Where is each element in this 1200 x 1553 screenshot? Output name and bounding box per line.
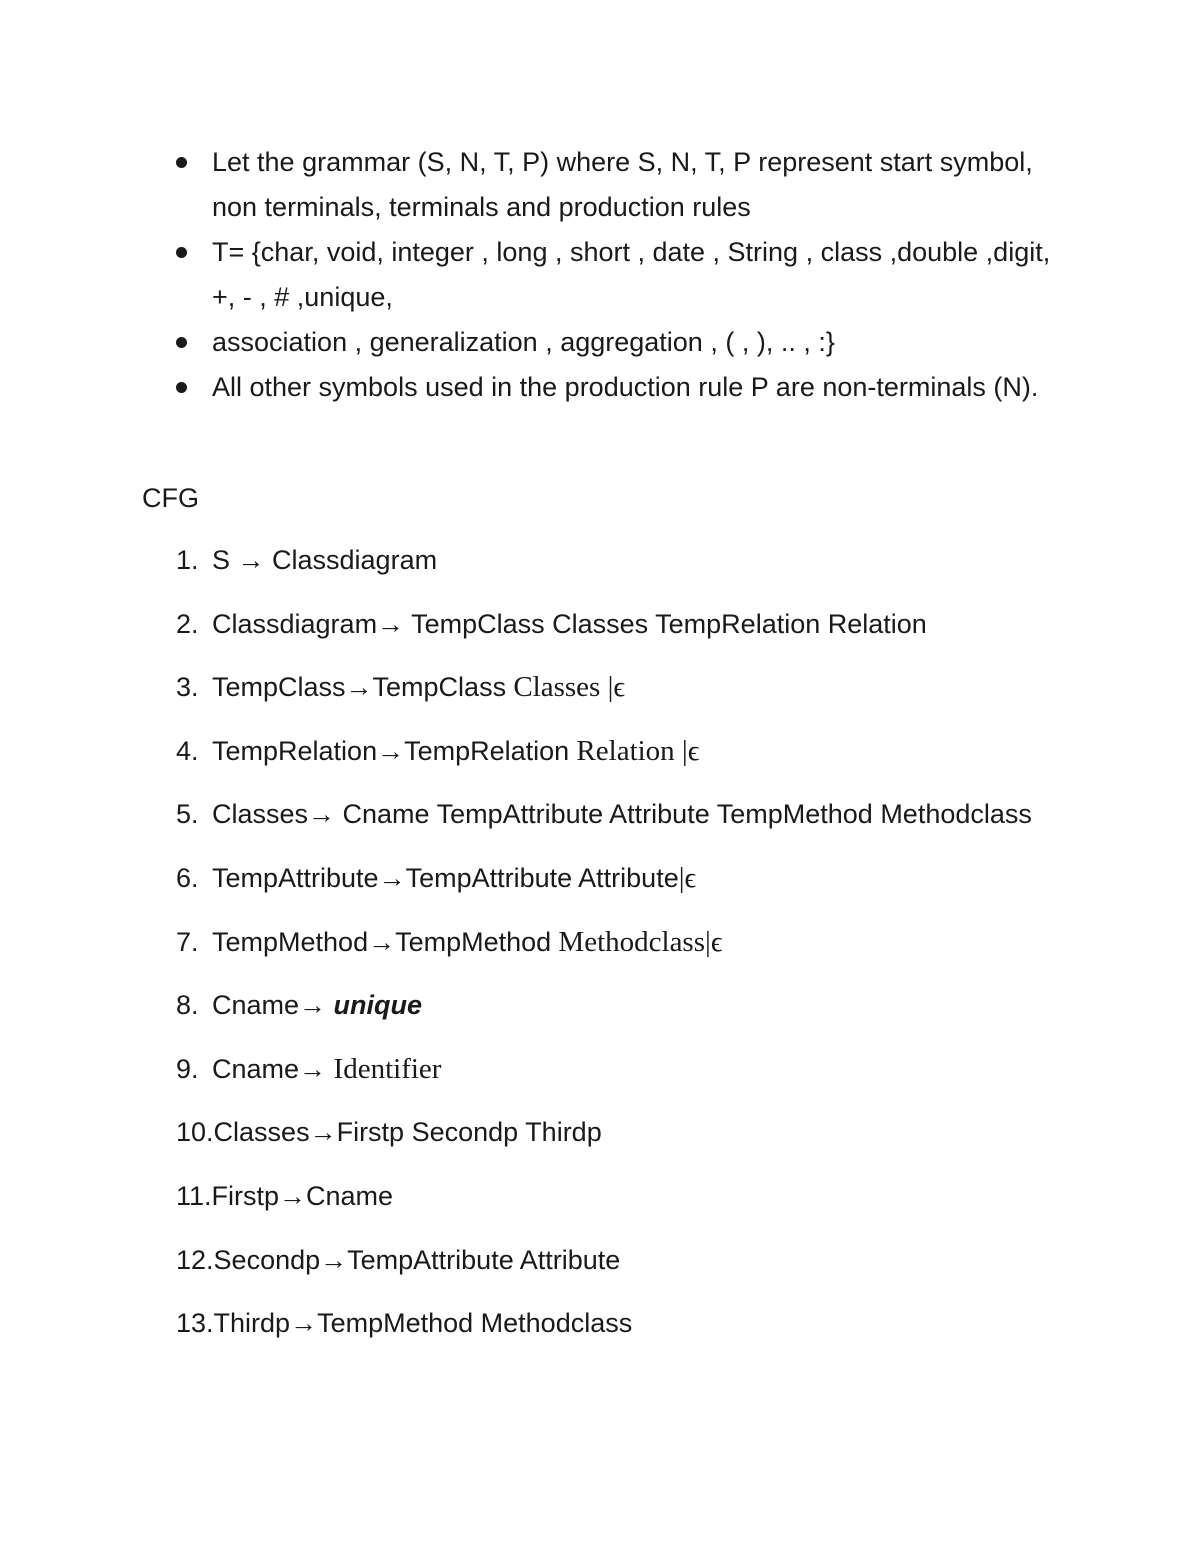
rule-text-math: Relation |ϵ [569,734,700,767]
production-rule [176,1238,1076,1282]
rule-number: 12. [176,1244,214,1275]
rule-number: 2. [176,608,199,639]
rule-number: 1. [176,545,199,575]
rule-number: 6. [176,862,199,893]
production-rule [176,665,1076,709]
rule-text: Cname→ [212,1053,334,1084]
production-rule [176,920,1076,964]
bullet-text: association , generalization , aggregation , ( , ), .. , :} [212,327,835,357]
rule-text-math: Methodclass|ϵ [551,925,723,958]
rule-text: Firstp→Cname [211,1180,394,1211]
production-rule [176,1110,1076,1154]
rule-number: 9. [176,1053,199,1084]
production-rule [176,1174,1076,1218]
rule-text: S → Classdiagram [212,545,438,575]
bullet-dot-icon [176,337,187,348]
production-rule [176,1301,1076,1345]
production-rule [176,856,1076,900]
bullet-item [172,365,1072,410]
rule-text-math: |ϵ [678,861,697,894]
production-rule [176,729,1076,773]
rule-text: TempClass→TempClass [212,672,507,703]
rule-text: Classdiagram→ TempClass Classes TempRelation Relation [212,608,927,639]
rule-text: Secondp→TempAttribute Attribute [213,1244,621,1275]
rule-number: 8. [176,990,199,1021]
rule-number: 3. [176,672,199,703]
rule-text-math: Classes |ϵ [506,671,626,704]
production-rule [176,983,1076,1027]
rule-text: Thirdp→TempMethod Methodclass [213,1308,633,1339]
rule-text: Classes→ Cname TempAttribute Attribute TempMethod Methodclass [212,799,1032,830]
bullet-dot-icon [176,247,187,258]
rule-text-keyword: unique [333,990,423,1021]
production-rule [176,1047,1076,1091]
bullet-item [172,320,1072,365]
production-rule [176,792,1076,836]
bullet-item [172,230,1072,320]
bullet-item [172,140,1072,230]
rule-text: TempMethod→TempMethod [212,926,552,957]
bullet-text: All other symbols used in the production rule P are non-terminals (N). [212,372,1039,402]
cfg-heading: CFG [142,483,199,513]
rule-text: TempAttribute→TempAttribute Attribute [212,862,679,893]
rule-number: 4. [176,735,199,766]
bullet-dot-icon [176,157,187,168]
rule-number: 11. [176,1180,212,1211]
rule-number: 5. [176,799,199,830]
production-rules-list [176,538,1076,1365]
rule-text: TempRelation→TempRelation [212,735,570,766]
production-rule [176,538,1076,582]
rule-text: Classes→Firstp Secondp Thirdp [213,1117,602,1148]
rule-text-math: Identifier [333,1052,442,1085]
rule-number: 7. [176,926,199,957]
bullet-text: Let the grammar (S, N, T, P) where S, N, T, P represent start symbol, non terminals, terminals and production rules [212,147,1033,222]
bullet-text: T= {char, void, integer , long , short , date , String , class ,double ,digit, +, - , # ,unique, [212,237,1051,312]
grammar-bullet-list [172,140,1072,410]
rule-text: Cname→ [212,990,334,1021]
production-rule [176,602,1076,646]
bullet-dot-icon [176,382,187,393]
rule-number: 10. [176,1117,214,1148]
rule-number: 13. [176,1308,214,1339]
